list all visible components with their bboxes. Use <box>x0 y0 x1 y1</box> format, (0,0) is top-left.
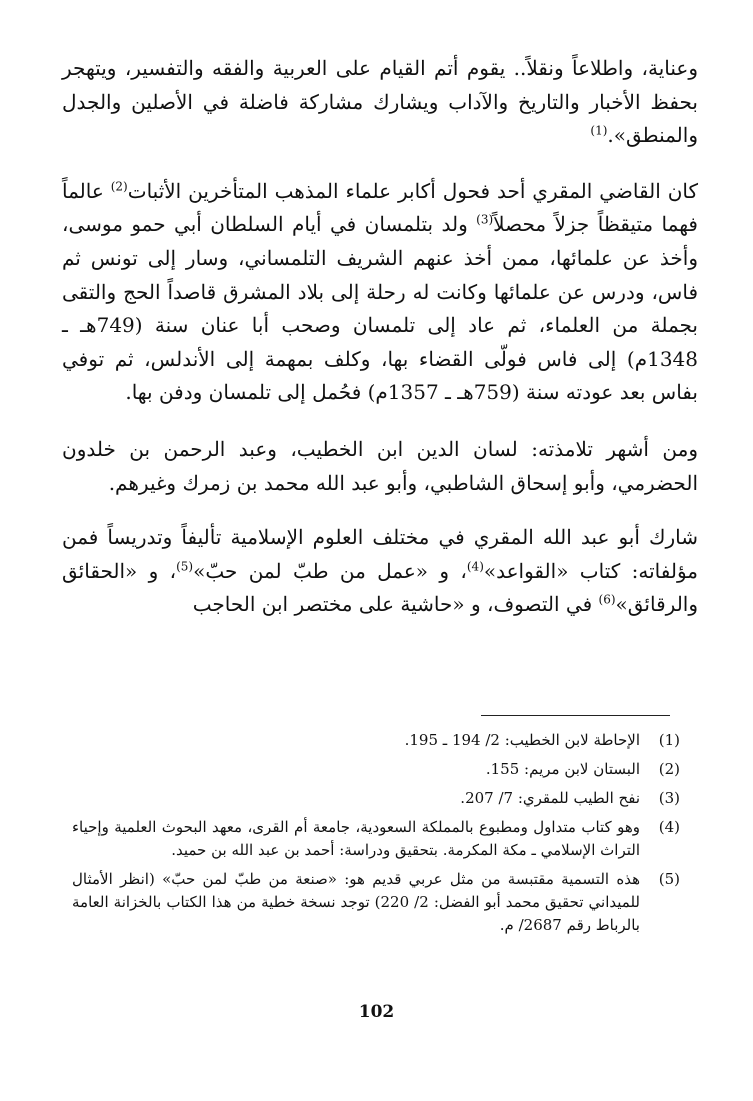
footnote-text: نفح الطيب للمقري: 7/ 207. <box>460 789 640 807</box>
paragraph-2 <box>62 175 698 410</box>
footnotes <box>72 729 680 943</box>
paragraph-2-text-a: كان القاضي المقري أحد فحول أكابر علماء المذهب المتأخرين الأثبات <box>127 178 699 203</box>
paragraph-1 <box>62 52 698 153</box>
footnote-ref-6: (6) <box>598 592 616 607</box>
footnote-separator <box>481 715 670 716</box>
footnote-text: هذه التسمية مقتبسة من مثل عربي قديم هو: «صنعة من طبّ لمن حبّ» (انظر الأمثال للميداني تحقيق محمد أبو الفضل: 2/ 220) توجد نسخة خطية من هذا الكتاب بالخزانة العامة بالرباط رقم 2687/ م. <box>72 870 640 934</box>
paragraph-2-text-b: عالماً فهما متيقظاً جزلاً محصلاً <box>62 178 698 237</box>
footnote-ref-2: (2) <box>110 179 128 194</box>
page-number: 102 <box>358 1002 395 1022</box>
footnote-3 <box>72 787 680 810</box>
paragraph-4-text-d: في التصوف، و «حاشية على مختصر ابن الحاجب <box>192 592 599 617</box>
footnote-1 <box>72 729 680 752</box>
footnote-ref-1: (1) <box>590 123 608 138</box>
paragraph-3: ومن أشهر تلامذته: لسان الدين ابن الخطيب، وعبد الرحمن بن خلدون الحضرمي، وأبو إسحاق الشاطبي، وأبو عبد الله محمد بن زمرك وغيرهم. <box>62 436 698 495</box>
footnote-text: الإحاطة لابن الخطيب: 2/ 194 ـ 195. <box>404 731 640 749</box>
footnote-number: (5) <box>658 870 680 888</box>
footnote-number: (1) <box>658 731 680 749</box>
footnote-2 <box>72 758 680 781</box>
footnote-number: (4) <box>658 818 680 836</box>
paragraph-4-text-b: ، و «عمل من طبّ لمن حبّ» <box>193 558 467 583</box>
paragraph-1-text: وعناية، واطلاعاً ونقلاً.. يقوم أتم القيام على العربية والفقه والتفسير، ويتهجر بحفظ الأخبار والتاريخ والآداب ويشارك مشاركة فاضلة في الأصلين والجدل والمنطق». <box>62 56 698 148</box>
footnote-number: (2) <box>658 760 680 778</box>
main-text <box>62 52 698 622</box>
footnote-number: (3) <box>658 789 680 807</box>
footnote-text: البستان لابن مريم: 155. <box>485 760 640 778</box>
footnote-ref-5: (5) <box>176 559 194 574</box>
paragraph-4-text-c: ، و «الحقائق والرقائق» <box>62 558 698 617</box>
footnote-ref-4: (4) <box>466 559 484 574</box>
paragraph-2-text-c: ولد بتلمسان في أيام السلطان أبي حمو موسى، وأخذ عن علمائها، ممن أخذ عنهم الشريف التلمساني، وسار إلى تونس ثم فاس، ودرس عن علمائها وكانت له رحلة إلى بلاد المشرق قاصداً الحج والتقى بجملة من العلماء، ثم عاد إلى تلمسان وصحب أبا عنان سنة (749هـ ـ 1348م) إلى فاس فولّى القضاء بها، وكلف بمهمة إلى الأندلس، ثم توفي بفاس بعد عودته سنة (759هـ ـ 1357م) فحُمل إلى تلمسان ودفن بها. <box>62 212 699 405</box>
paragraph-4-text-a: شارك أبو عبد الله المقري في مختلف العلوم الإسلامية تأليفاً وتدريساً فمن مؤلفاته: كتاب «القواعد» <box>62 525 699 583</box>
footnote-text: وهو كتاب متداول ومطبوع بالمملكة السعودية، جامعة أم القرى، معهد البحوث العلمية وإحياء التراث الإسلامي ـ مكة المكرمة. بتحقيق ودراسة: أحمد بن عبد الله بن حميد. <box>72 818 640 859</box>
paragraph-4 <box>62 521 698 622</box>
footnote-4 <box>72 816 680 862</box>
footnote-ref-3: (3) <box>476 212 494 227</box>
footnote-5 <box>72 868 680 937</box>
